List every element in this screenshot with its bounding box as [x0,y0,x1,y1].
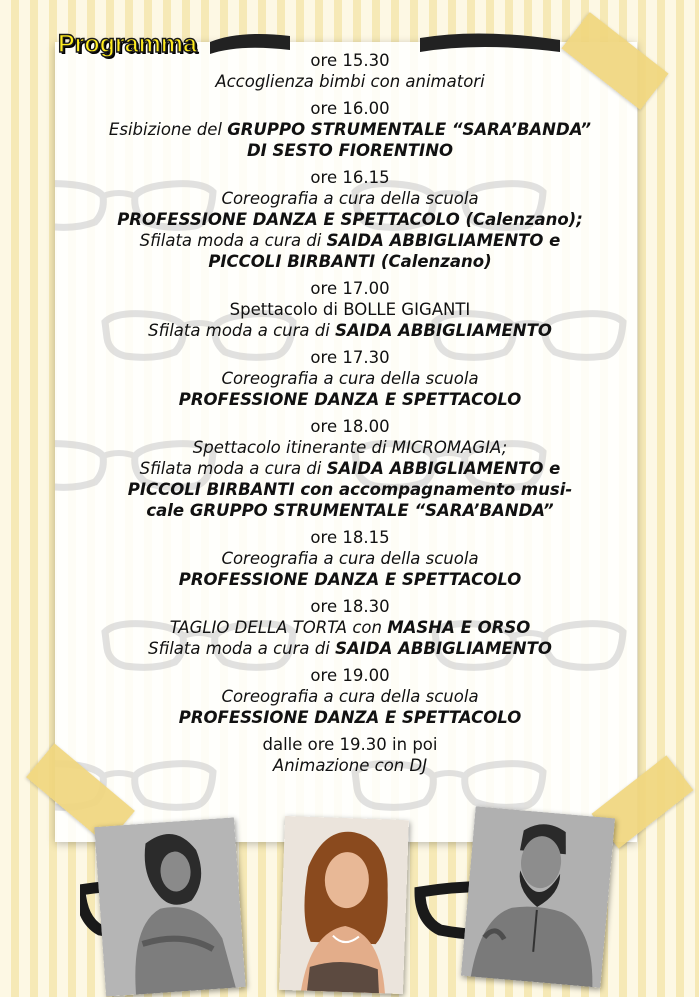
text: Coreografia a cura della scuola [221,369,479,388]
program-slot [70,527,630,590]
text: Accoglienza bimbi con animatori [215,72,485,91]
slot-description-line [70,389,630,410]
page-title: Programma [58,30,197,58]
text: TAGLIO DELLA TORTA con [169,618,388,637]
slot-description-line [70,479,630,500]
slot-description-line [70,617,630,638]
slot-description-line [70,140,630,161]
photo-woman-center [279,816,409,994]
slot-description-line [70,368,630,389]
slot-time: ore 18.00 [310,417,390,436]
slot-description-line [70,299,630,320]
bold-text: SAIDA ABBIGLIAMENTO [335,321,552,340]
program-slot [70,665,630,728]
bold-text: SAIDA ABBIGLIAMENTO [335,639,552,658]
slot-time: ore 17.00 [310,279,390,298]
text: Spettacolo itinerante di MICROMAGIA; [192,438,508,457]
bold-text: PROFESSIONE DANZA E SPETTACOLO [178,390,522,409]
text: Sfilata moda a cura di [148,639,336,658]
program-slot [70,734,630,776]
slot-description-line [70,209,630,230]
slot-time: ore 17.30 [310,348,390,367]
bold-text: SAIDA ABBIGLIAMENTO e [326,231,561,250]
bold-text: GRUPPO STRUMENTALE “SARA’BANDA” [227,120,592,139]
text: Sfilata moda a cura di [148,321,336,340]
program-schedule [70,50,630,782]
text: Coreografia a cura della scuola [221,189,479,208]
bold-text: PICCOLI BIRBANTI con accompagnamento musi- [127,480,573,499]
slot-description-line [70,71,630,92]
slot-description-line [70,500,630,521]
slot-description-line [70,707,630,728]
slot-description-line [70,755,630,776]
program-slot [70,50,630,92]
slot-description-line [70,458,630,479]
photo-man-right [461,806,615,988]
slot-description-line [70,251,630,272]
bold-text: SAIDA ABBIGLIAMENTO e [326,459,561,478]
program-slot [70,167,630,272]
slot-description-line [70,230,630,251]
program-slot [70,278,630,341]
slot-time: ore 16.15 [310,168,390,187]
bold-text: cale GRUPPO STRUMENTALE “SARA’BANDA” [146,501,554,520]
text: Coreografia a cura della scuola [221,687,479,706]
slot-description-line [70,569,630,590]
program-slot [70,596,630,659]
text: Sfilata moda a cura di [139,459,327,478]
text: Sfilata moda a cura di [139,231,327,250]
program-slot [70,98,630,161]
bold-text: DI SESTO FIORENTINO [246,141,454,160]
bold-text: PROFESSIONE DANZA E SPETTACOLO [178,708,522,727]
program-slot [70,347,630,410]
slot-time: dalle ore 19.30 in poi [262,735,438,754]
text: Coreografia a cura della scuola [221,549,479,568]
program-slot [70,416,630,521]
slot-description-line [70,548,630,569]
slot-description-line [70,638,630,659]
slot-time: ore 18.15 [310,528,390,547]
slot-description-line [70,188,630,209]
bold-text: PROFESSIONE DANZA E SPETTACOLO (Calenzano); [117,210,583,229]
text: Spettacolo di BOLLE GIGANTI [229,300,471,319]
slot-time: ore 16.00 [310,99,390,118]
slot-description-line [70,686,630,707]
slot-time: ore 15.30 [310,51,390,70]
slot-time: ore 19.00 [310,666,390,685]
bold-text: PROFESSIONE DANZA E SPETTACOLO [178,570,522,589]
text: Esibizione del [108,120,228,139]
slot-description-line [70,320,630,341]
bold-text: PICCOLI BIRBANTI (Calenzano) [208,252,492,271]
slot-description-line [70,119,630,140]
slot-description-line [70,437,630,458]
text: Animazione con DJ [272,756,428,775]
bold-text: MASHA E ORSO [387,618,531,637]
photo-woman-left [94,817,246,996]
slot-time: ore 18.30 [310,597,390,616]
